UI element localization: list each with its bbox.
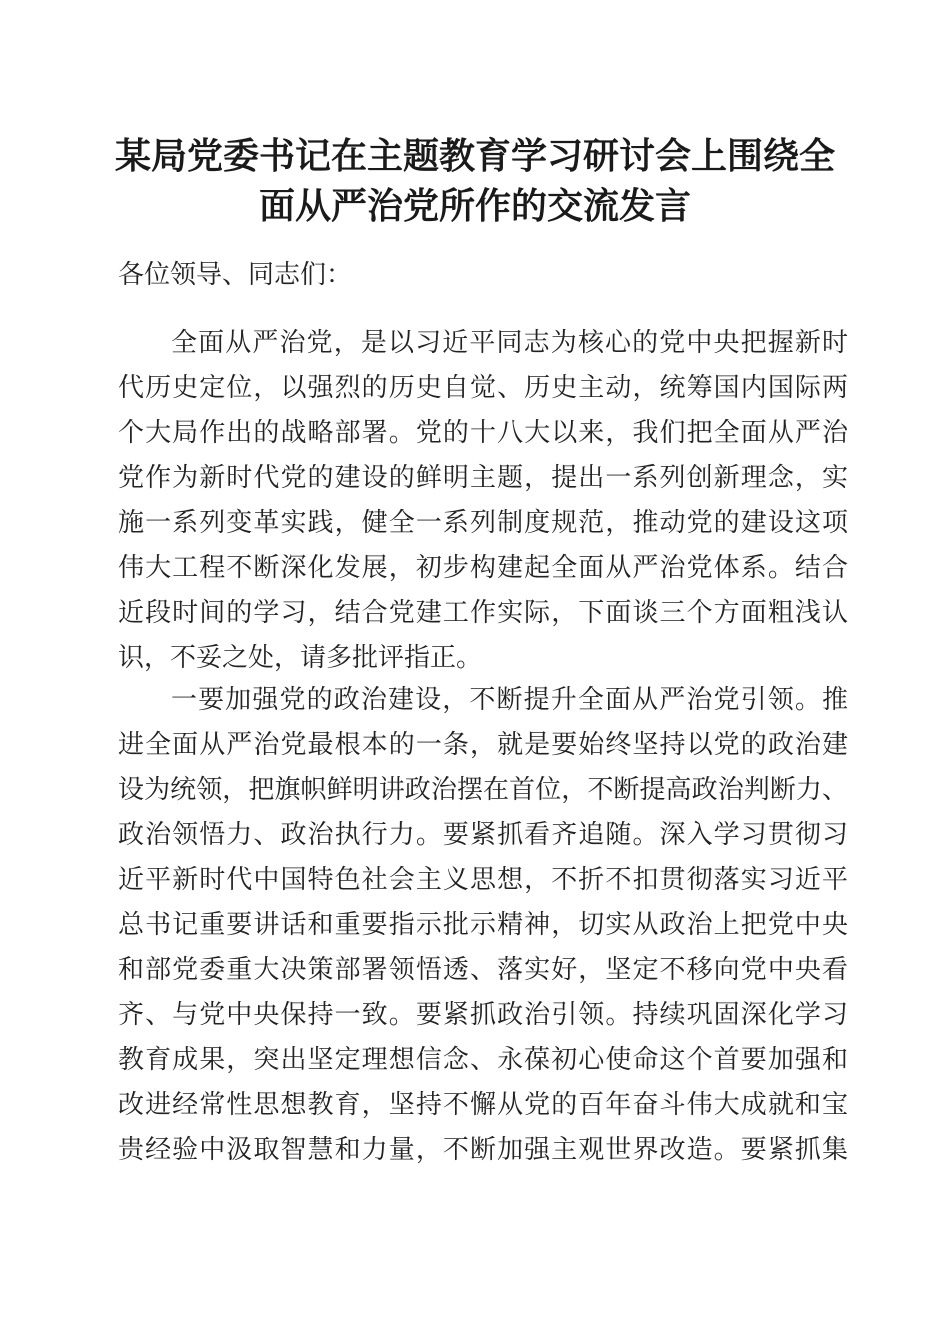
salutation: 各位领导、同志们：: [118, 260, 353, 290]
paragraph-1-line: 识，不妥之处，请多批评指正。: [118, 643, 483, 673]
paragraph-2-line: 设为统领，把旗帜鲜明讲政治摆在首位，不断提高政治判断力、: [118, 775, 848, 805]
paragraph-2-line: 齐、与党中央保持一致。要紧抓政治引领。持续巩固深化学习: [118, 1000, 848, 1030]
paragraph-2-line: 总书记重要讲话和重要指示批示精神，切实从政治上把党中央: [118, 910, 848, 940]
paragraph-2-line: 教育成果，突出坚定理想信念、永葆初心使命这个首要加强和: [118, 1045, 848, 1075]
paragraph-1-line: 全面从严治党，是以习近平同志为核心的党中央把握新时: [171, 328, 848, 358]
paragraph-2-line: 贵经验中汲取智慧和力量，不断加强主观世界改造。要紧抓集: [118, 1135, 848, 1165]
document-title-line-2: 面从严治党所作的交流发言: [258, 185, 691, 227]
paragraph-1-line: 个大局作出的战略部署。党的十八大以来，我们把全面从严治: [118, 418, 848, 448]
paragraph-1-line: 伟大工程不断深化发展，初步构建起全面从严治党体系。结合: [118, 553, 848, 583]
paragraph-1-line: 施一系列变革实践，健全一系列制度规范，推动党的建设这项: [118, 508, 848, 538]
paragraph-2-line: 政治领悟力、政治执行力。要紧抓看齐追随。深入学习贯彻习: [118, 820, 848, 850]
paragraph-1-line: 党作为新时代党的建设的鲜明主题，提出一系列创新理念，实: [118, 463, 848, 493]
paragraph-1-line: 近段时间的学习，结合党建工作实际，下面谈三个方面粗浅认: [118, 598, 848, 628]
paragraph-2-line: 和部党委重大决策部署领悟透、落实好，坚定不移向党中央看: [118, 955, 848, 985]
paragraph-2-line: 进全面从严治党最根本的一条，就是要始终坚持以党的政治建: [118, 730, 848, 760]
paragraph-2-line: 改进经常性思想教育，坚持不懈从党的百年奋斗伟大成就和宝: [118, 1090, 848, 1120]
document-title-line-1: 某局党委书记在主题教育学习研讨会上围绕全: [114, 135, 835, 177]
paragraph-1-line: 代历史定位，以强烈的历史自觉、历史主动，统筹国内国际两: [118, 373, 848, 403]
paragraph-2-line: 一要加强党的政治建设，不断提升全面从严治党引领。推: [171, 685, 848, 715]
paragraph-2-line: 近平新时代中国特色社会主义思想，不折不扣贯彻落实习近平: [118, 865, 848, 895]
